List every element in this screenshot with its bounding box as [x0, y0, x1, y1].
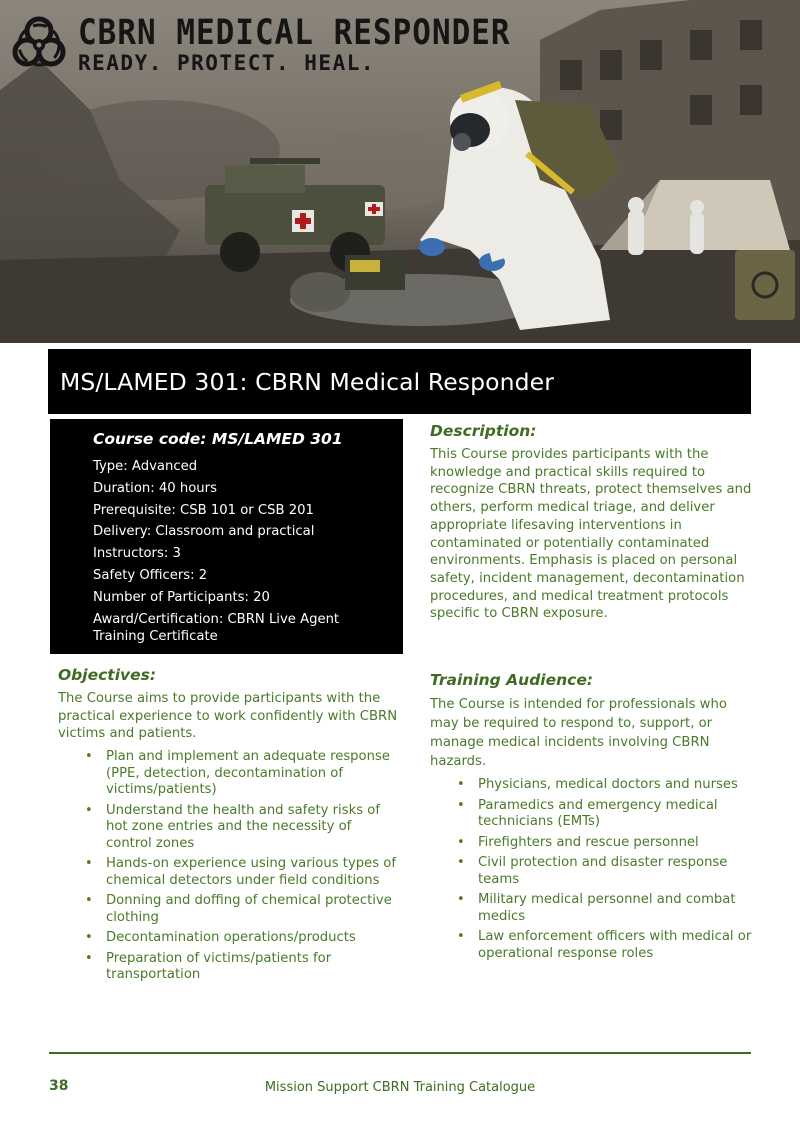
description-heading: Description:	[430, 422, 537, 440]
description-text: This Course provides participants with the knowledge and practical skills required to recognize CBRN threats, protect themselves and others, perform medical triage, and deliver appropriate lifesaving interventions in contaminated or potentially contaminated environments. Emphasis is placed on personal safety, incident management, decontamination procedures, and medical treatment protocols specific to CBRN exposure.	[430, 447, 752, 622]
course-code: Course code: MS/LAMED 301	[93, 430, 343, 448]
course-title-bar	[48, 349, 751, 414]
info-prerequisite: Prerequisite: CSB 101 or CSB 201	[93, 502, 314, 518]
list-item: • Firefighters and rescue personnel	[430, 835, 755, 852]
list-item: • Plan and implement an adequate response (PPE, detection, decontamination of victims/patients)	[58, 749, 398, 799]
brand-tagline: READY. PROTECT. HEAL.	[78, 51, 376, 75]
objectives-section	[58, 665, 398, 988]
list-item: • Paramedics and emergency medical technicians (EMTs)	[430, 798, 755, 831]
list-item: • Donning and doffing of chemical protective clothing	[58, 893, 398, 926]
footer-catalogue-title: Mission Support CBRN Training Catalogue	[264, 1080, 536, 1095]
audience-intro: The Course is intended for professionals who may be required to respond to, support, or manage medical incidents involving CBRN hazards.	[430, 697, 727, 769]
audience-heading: Training Audience:	[430, 671, 594, 689]
course-info-box	[50, 419, 403, 654]
info-safety-officers: Safety Officers: 2	[93, 567, 208, 583]
audience-list	[430, 777, 755, 962]
brand-title: CBRN MEDICAL RESPONDER	[78, 12, 511, 54]
list-item: • Military medical personnel and combat medics	[430, 892, 755, 925]
course-title: MS/LAMED 301: CBRN Medical Responder	[60, 367, 554, 396]
list-item: • Hands-on experience using various types of chemical detectors under field conditions	[58, 856, 398, 889]
info-duration: Duration: 40 hours	[93, 480, 217, 496]
hero-banner	[0, 0, 800, 343]
list-item: • Physicians, medical doctors and nurses	[430, 777, 755, 794]
list-item: • Preparation of victims/patients for transportation	[58, 951, 398, 984]
audience-section	[430, 670, 755, 966]
list-item: • Law enforcement officers with medical or operational response roles	[430, 929, 755, 962]
list-item: • Understand the health and safety risks of hot zone entries and the necessity of control zones	[58, 803, 398, 853]
objectives-heading: Objectives:	[58, 666, 157, 684]
objectives-intro: The Course aims to provide participants with the practical experience to work confidently with CBRN victims and patients.	[58, 691, 398, 742]
objectives-list	[58, 749, 398, 984]
info-participants: Number of Participants: 20	[93, 589, 270, 605]
description-section	[430, 421, 755, 623]
biohazard-icon	[8, 14, 70, 76]
info-instructors: Instructors: 3	[93, 546, 181, 562]
page-number: 38	[49, 1078, 69, 1094]
info-delivery: Delivery: Classroom and practical	[93, 524, 315, 540]
info-type: Type: Advanced	[93, 459, 198, 474]
list-item: • Decontamination operations/products	[58, 930, 398, 947]
brand-block	[8, 14, 511, 76]
info-award: Award/Certification: CBRN Live Agent Training Certificate	[93, 611, 340, 644]
list-item: • Civil protection and disaster response teams	[430, 855, 755, 888]
footer-divider	[49, 1052, 751, 1054]
